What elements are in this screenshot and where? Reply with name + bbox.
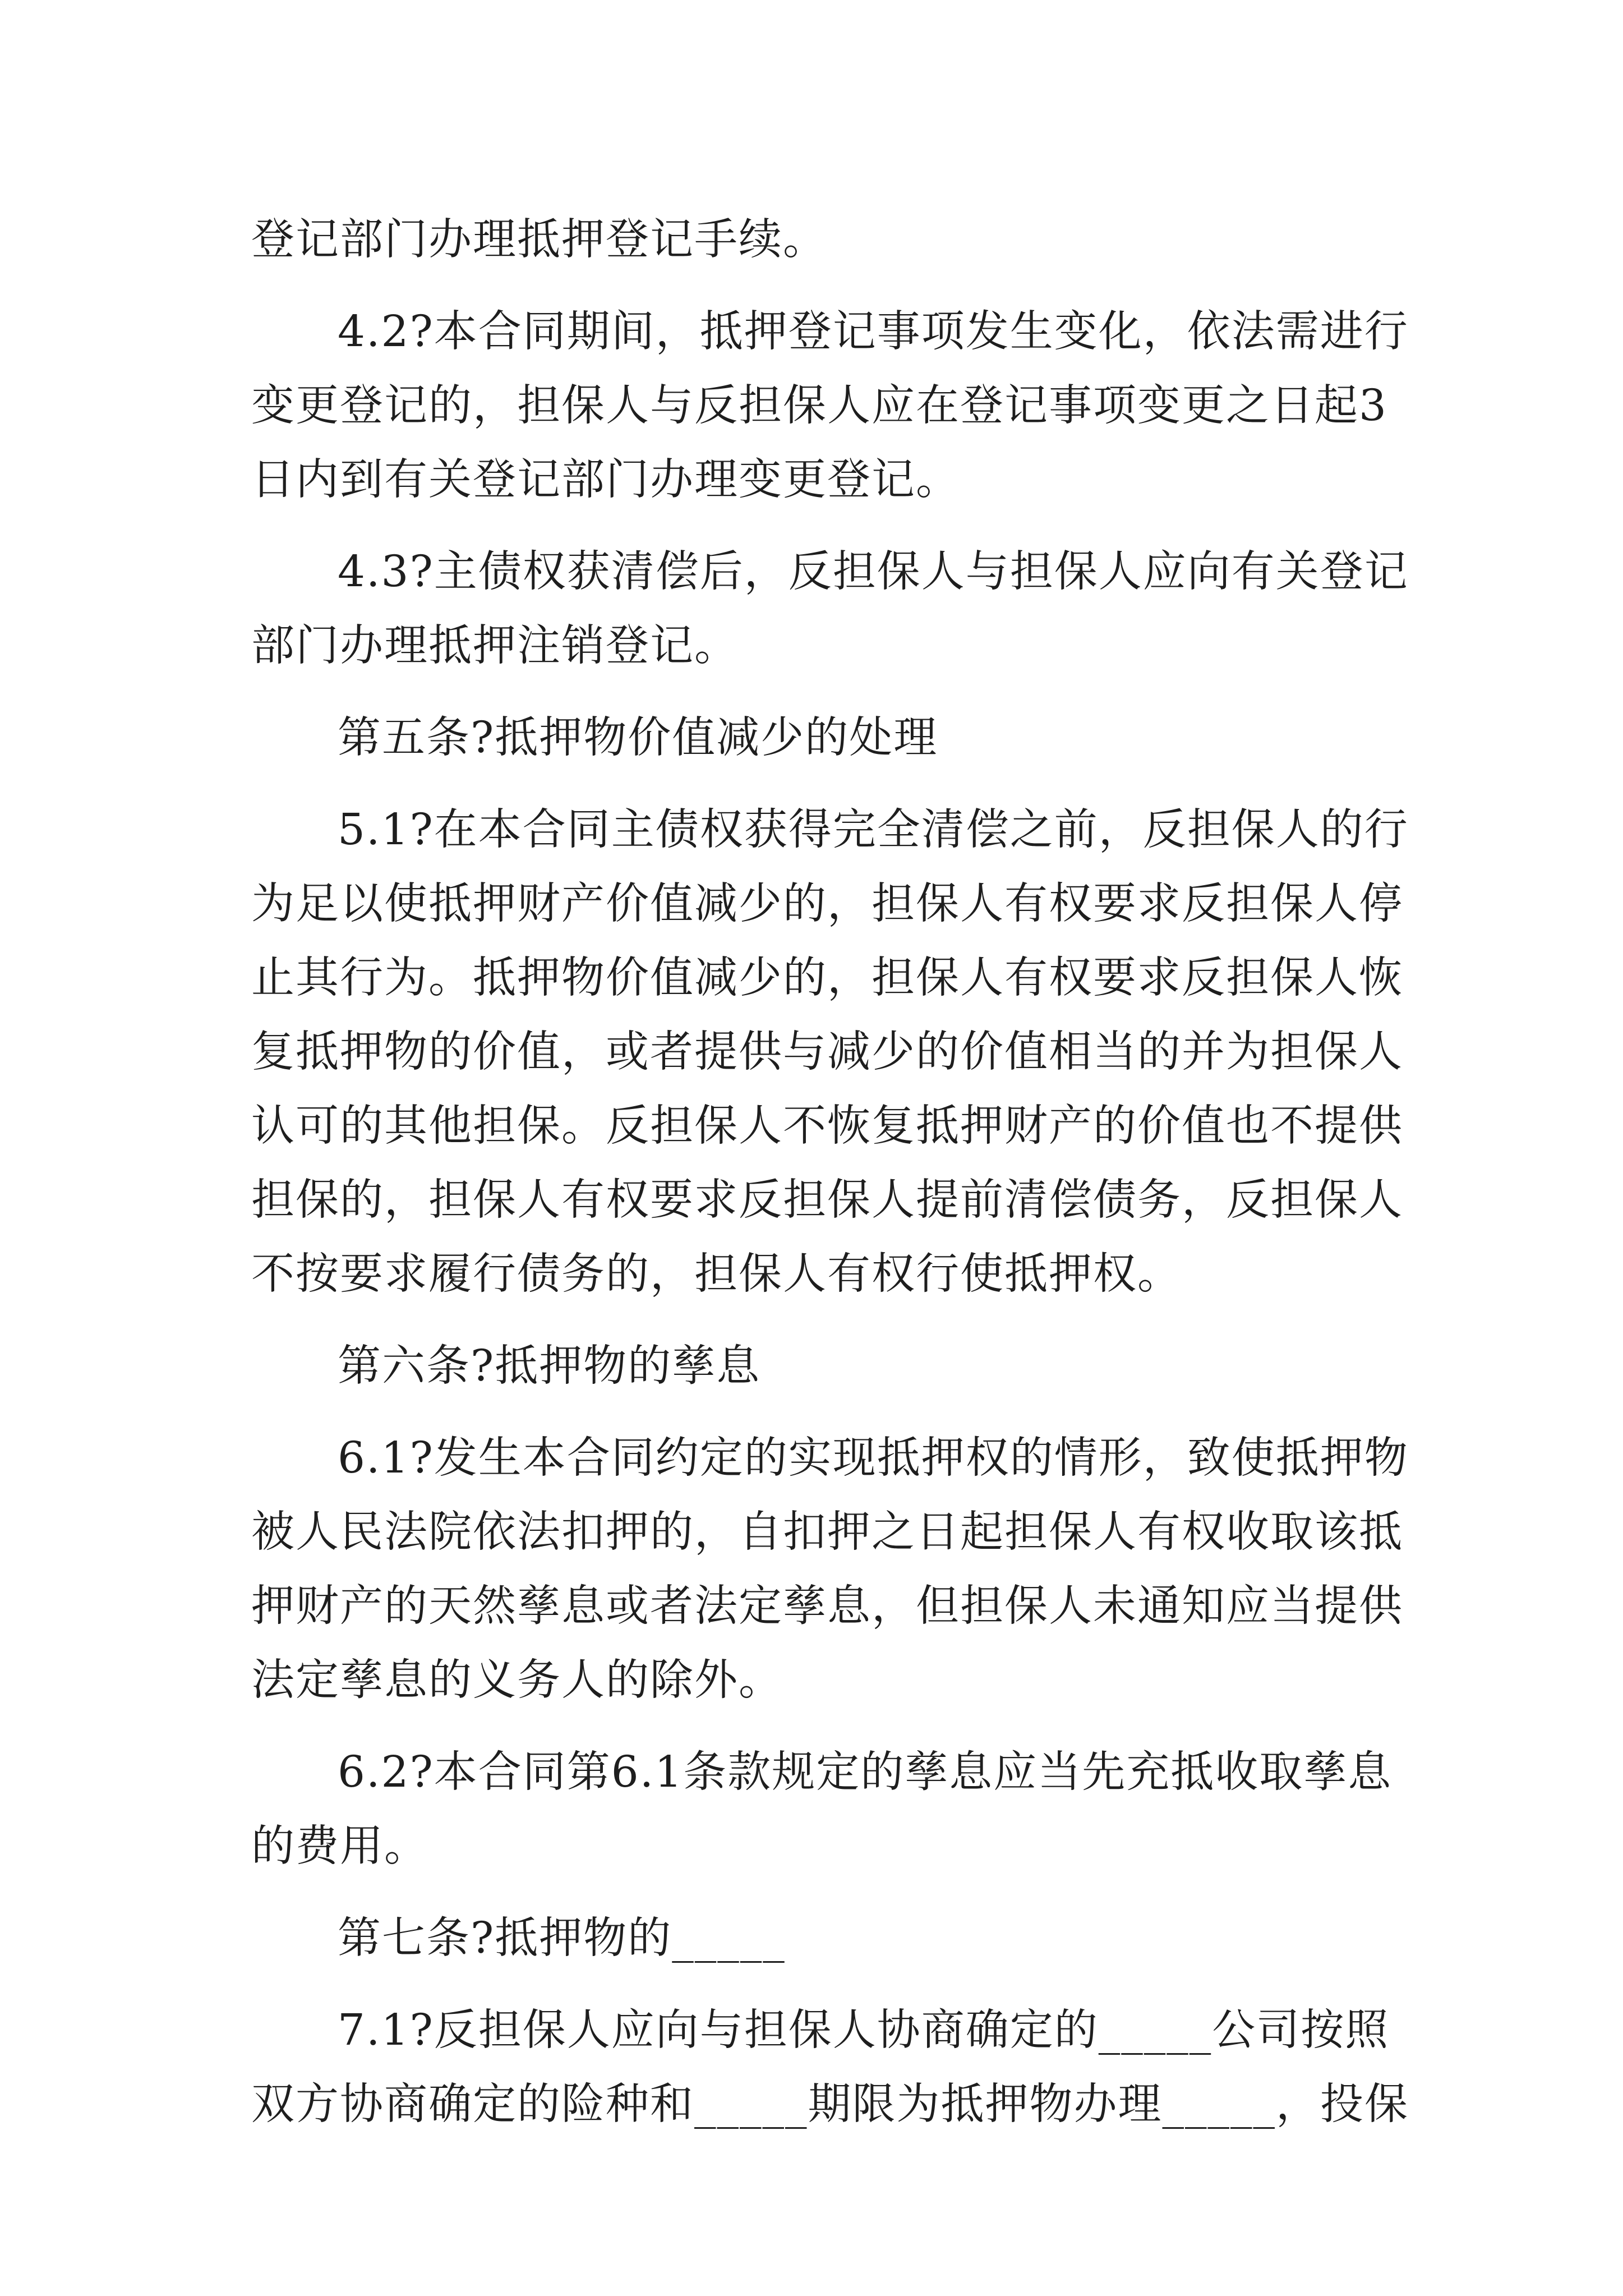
text-line: 为足以使抵押财产价值减少的，担保人有权要求反担保人停	[251, 879, 1403, 929]
contract-body	[251, 203, 1409, 2142]
clause-4-2: 4.2?本合同期间，抵押登记事项发生变化，依法需进行	[338, 307, 1409, 357]
article-6-heading: 第六条?抵押物的孳息	[338, 1341, 761, 1391]
text-line: 的费用。	[251, 1821, 428, 1871]
text-line: 止其行为。抵押物价值减少的，担保人有权要求反担保人恢	[251, 953, 1403, 1003]
text-line: 法定孳息的义务人的除外。	[251, 1655, 783, 1705]
article-7-heading: 第七条?抵押物的_____	[338, 1913, 786, 1963]
clause-6-2: 6.2?本合同第6.1条款规定的孳息应当先充抵收取孳息	[338, 1747, 1393, 1797]
text-line: 登记部门办理抵押登记手续。	[251, 215, 827, 265]
clause-6-1: 6.1?发生本合同约定的实现抵押权的情形，致使抵押物	[338, 1433, 1409, 1483]
article-5-heading: 第五条?抵押物价值减少的处理	[338, 713, 938, 763]
clause-5-1: 5.1?在本合同主债权获得完全清偿之前，反担保人的行	[338, 805, 1409, 855]
text-line: 不按要求履行债务的，担保人有权行使抵押权。	[251, 1249, 1182, 1299]
clause-4-3: 4.3?主债权获清偿后，反担保人与担保人应向有关登记	[338, 547, 1409, 597]
text-line: 担保的，担保人有权要求反担保人提前清偿债务，反担保人	[251, 1175, 1403, 1225]
text-line: 部门办理抵押注销登记。	[251, 621, 739, 671]
text-line: 认可的其他担保。反担保人不恢复抵押财产的价值也不提供	[251, 1101, 1403, 1151]
text-line: 变更登记的，担保人与反担保人应在登记事项变更之日起3	[251, 381, 1387, 431]
text-line: 双方协商确定的险种和_____期限为抵押物办理_____，投保	[251, 2079, 1409, 2129]
text-line: 押财产的天然孳息或者法定孳息，但担保人未通知应当提供	[251, 1581, 1403, 1631]
clause-7-1: 7.1?反担保人应向与担保人协商确定的_____公司按照	[338, 2005, 1390, 2055]
text-line: 复抵押物的价值，或者提供与减少的价值相当的并为担保人	[251, 1027, 1403, 1077]
text-line: 被人民法院依法扣押的，自扣押之日起担保人有权收取该抵	[251, 1507, 1403, 1557]
text-line: 日内到有关登记部门办理变更登记。	[251, 455, 960, 505]
